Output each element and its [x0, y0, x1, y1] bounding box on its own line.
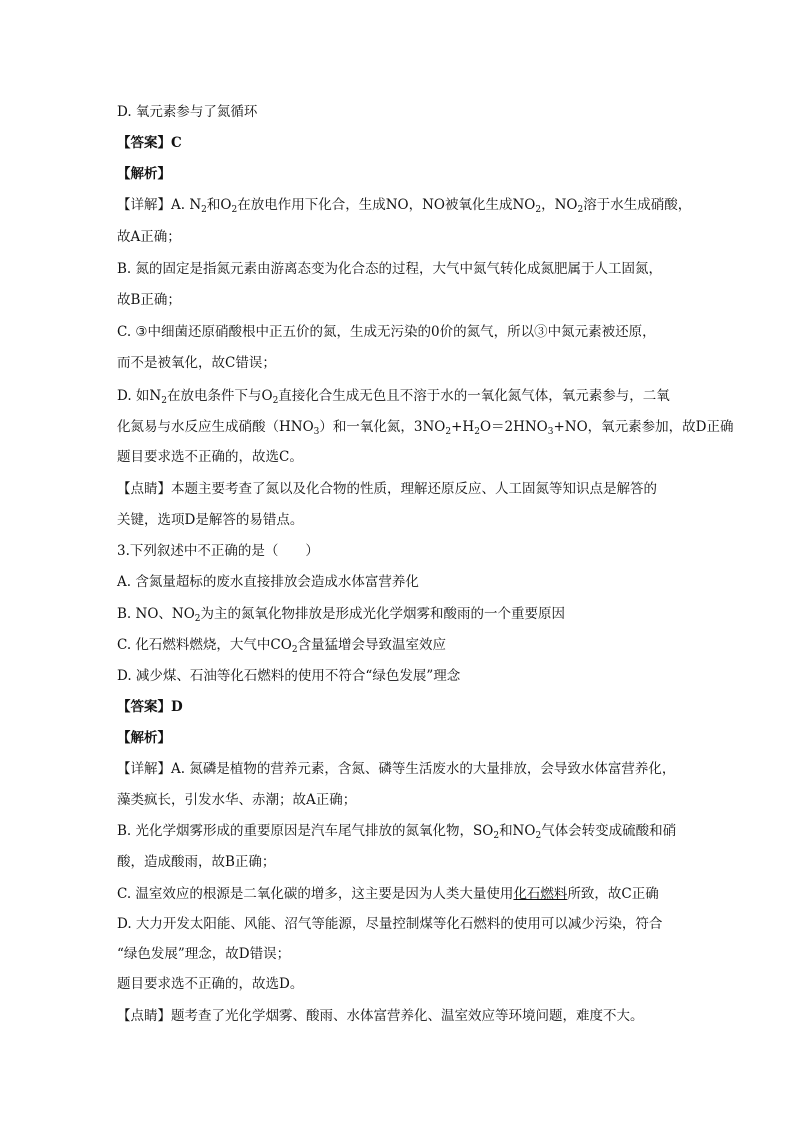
text: 【答案】C [117, 135, 182, 151]
subscript: 2 [194, 614, 201, 624]
option-c [117, 635, 446, 655]
text: A. 含氮量超标的废水直接排放会造成水体富营养化 [117, 574, 419, 590]
explanation-line [117, 914, 662, 934]
explanation-line [117, 386, 670, 406]
explanation-line [117, 821, 676, 841]
text: 故A正确； [117, 229, 181, 245]
text: “绿色发展”理念，故D错误； [117, 946, 291, 962]
explanation-line [117, 974, 303, 994]
subscript: 2 [474, 427, 480, 437]
explanation-line [117, 259, 662, 279]
subscript: 2 [535, 205, 542, 215]
option-b [117, 604, 565, 624]
answer-line [117, 133, 182, 153]
subscript: 2 [161, 396, 167, 406]
option-d-line [117, 102, 257, 122]
subscript: 2 [445, 427, 452, 437]
text: 为主的氮氧化物排放是形成光化学烟雾和酸雨的一个重要原因 [200, 606, 565, 622]
subscript: 3 [547, 427, 554, 437]
text: ）和一氧化氮，3NO [319, 419, 446, 435]
explanation-line [117, 852, 275, 872]
explanation-line [117, 195, 691, 215]
explanation-line [117, 322, 656, 342]
text: 藻类疯长，引发水华、赤潮；故A正确； [117, 792, 357, 808]
text: 故B正确； [117, 292, 181, 308]
text: 而不是被氧化，故C错误； [117, 355, 276, 371]
text: 酸，造成酸雨，故B正确； [117, 854, 276, 870]
key-point-line [117, 479, 657, 499]
analysis-heading [117, 164, 171, 184]
text: 3.下列叙述中不正确的是（ ） [117, 543, 319, 559]
text: 在放电条件下与O [166, 388, 273, 404]
subscript: 2 [535, 831, 542, 841]
text: 【详解】A. N [117, 197, 202, 213]
explanation-line [117, 759, 675, 779]
text: D. 大力开发太阳能、风能、沼气等能源，尽量控制煤等化石燃料的使用可以减少污染，符合 [117, 916, 663, 932]
text: 气体会转变成硫酸和硝 [541, 823, 677, 839]
text: C. ③中细菌还原硝酸根中正五价的氮，生成无污染的0价的氮气，所以③中氮元素被还原， [117, 324, 656, 340]
text: O＝2HNO [479, 419, 548, 435]
explanation-line [117, 790, 356, 810]
text: 题目要求选不正确的，故选C。 [117, 449, 303, 465]
question-stem [117, 541, 319, 561]
subscript: 2 [272, 396, 279, 406]
key-point-line [117, 1006, 644, 1026]
text: 【点睛】本题主要考查了氮以及化合物的性质，理解还原反应、人工固氮等知识点是解答的 [117, 481, 657, 497]
text: C. 化石燃料燃烧，大气中CO [117, 637, 292, 653]
text: 溶于水生成硝酸， [583, 197, 692, 213]
text: 含量猛增会导致温室效应 [297, 637, 447, 653]
text: C. 温室效应的根源是二氧化碳的增多，这主要是因为人类大量使用 [117, 886, 514, 902]
text: B. 光化学烟雾形成的重要原因是汽车尾气排放的氮氧化物，SO [117, 823, 494, 839]
text: 【答案】D [117, 699, 183, 715]
text: 【点睛】题考查了光化学烟雾、酸雨、水体富营养化、温室效应等环境问题，难度不大。 [117, 1008, 644, 1024]
text: D. 如N [117, 388, 162, 404]
text: ，NO [541, 197, 578, 213]
text: 所致，故C正确 [567, 886, 659, 902]
answer-line [117, 697, 183, 717]
text: 和NO [499, 823, 536, 839]
explanation-line [117, 884, 659, 904]
option-d [117, 666, 460, 686]
text: +NO，氧元素参加，故D正确 [553, 419, 734, 435]
text: B. 氮的固定是指氮元素由游离态变为化合态的过程，大气中氮气转化成氮肥属于人工固氮， [117, 261, 663, 277]
subscript: 2 [493, 831, 500, 841]
explanation-line [117, 944, 290, 964]
text: 化氮易与水反应生成硝酸（HNO [117, 419, 314, 435]
text: +H [451, 419, 475, 435]
explanation-line [117, 417, 734, 437]
subscript: 3 [313, 427, 320, 437]
text: 【解析】 [117, 166, 171, 182]
text: 【解析】 [117, 730, 171, 746]
underlined-term: 化石燃料 [513, 886, 568, 902]
key-point-line [117, 510, 303, 530]
explanation-line [117, 227, 181, 247]
text: D. 氧元素参与了氮循环 [117, 104, 258, 120]
text: 直接化合生成无色且不溶于水的一氧化氮气体，氧元素参与，二氧 [278, 388, 670, 404]
subscript: 2 [291, 645, 298, 655]
explanation-line [117, 353, 276, 373]
explanation-line [117, 447, 303, 467]
analysis-heading [117, 728, 171, 748]
text: D. 减少煤、石油等化石燃料的使用不符合“绿色发展”理念 [117, 668, 461, 684]
text: 题目要求选不正确的，故选D。 [117, 976, 304, 992]
subscript: 2 [201, 205, 207, 215]
explanation-line [117, 290, 181, 310]
text: 关键，选项D是解答的易错点。 [117, 512, 304, 528]
text: 和O [206, 197, 232, 213]
text: B. NO、NO [117, 606, 195, 622]
text: 【详解】A. 氮磷是植物的营养元素，含氮、磷等生活废水的大量排放，会导致水体富营养化， [117, 761, 676, 777]
subscript: 2 [231, 205, 238, 215]
subscript: 2 [577, 205, 584, 215]
text: 在放电作用下化合，生成NO，NO被氧化生成NO [237, 197, 536, 213]
option-a [117, 572, 419, 592]
